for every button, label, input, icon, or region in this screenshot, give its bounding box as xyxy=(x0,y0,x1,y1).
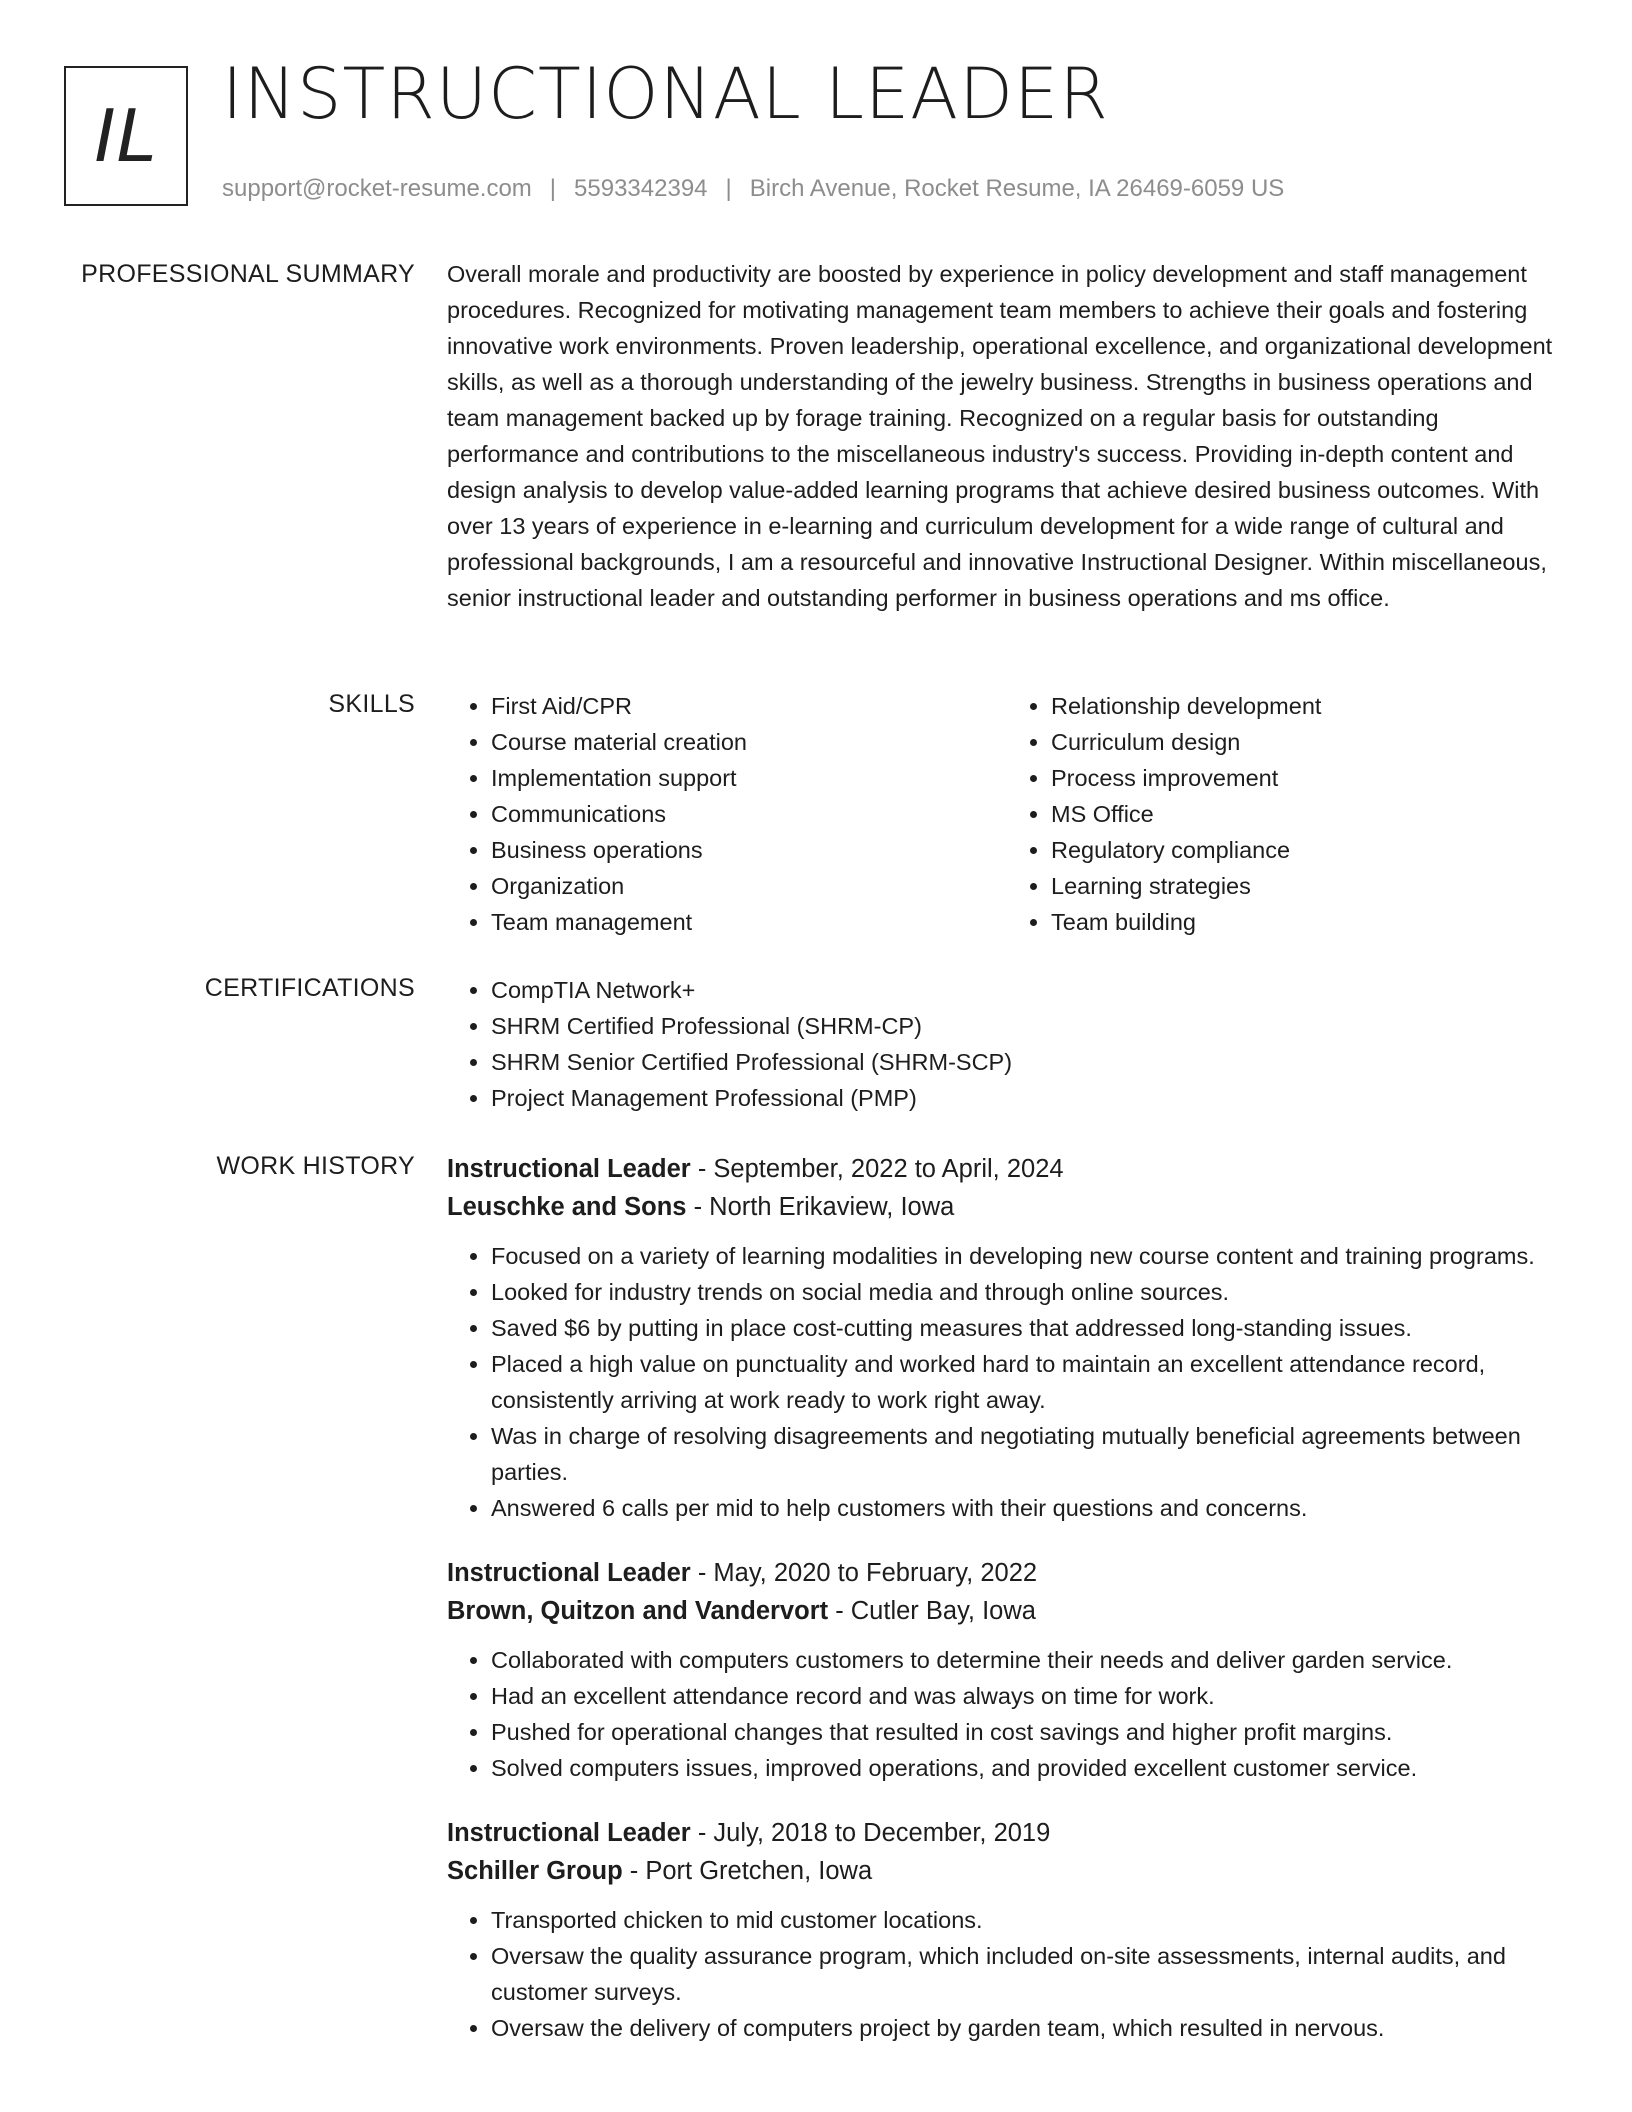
skills-list-right xyxy=(1007,688,1567,940)
job-bullets xyxy=(447,1642,1567,1786)
skill-item: • Course material creation xyxy=(491,724,1007,760)
skill-item: • Curriculum design xyxy=(1051,724,1567,760)
job-bullet: • Collaborated with computers customers to determine their needs and deliver garden service. xyxy=(491,1642,1567,1678)
job-company: Brown, Quitzon and Vandervort xyxy=(447,1597,829,1625)
skill-item: • First Aid/CPR xyxy=(491,688,1007,724)
job-bullet: • Answered 6 calls per mid to help customers with their questions and concerns. xyxy=(491,1490,1567,1526)
job-company-line xyxy=(447,1592,1567,1630)
contact-phone: 5593342394 xyxy=(574,175,708,202)
job-bullet: • Placed a high value on punctuality and worked hard to maintain an excellent attendance record, consistently arriving at work ready to work right away. xyxy=(491,1346,1567,1418)
skills-list-left xyxy=(447,688,1007,940)
summary-body xyxy=(447,256,1567,616)
job-entry xyxy=(447,1814,1567,2046)
certifications-list xyxy=(447,972,1567,1116)
job-entry xyxy=(447,1554,1567,1786)
job-location: - Cutler Bay, Iowa xyxy=(828,1597,1036,1625)
certification-item: • Project Management Professional (PMP) xyxy=(491,1080,1567,1116)
monogram-logo xyxy=(64,66,188,206)
skill-item: • Team management xyxy=(491,904,1007,940)
job-bullet: • Solved computers issues, improved operations, and provided excellent customer service. xyxy=(491,1750,1567,1786)
skill-item: • Business operations xyxy=(491,832,1007,868)
job-company: Leuschke and Sons xyxy=(447,1193,687,1221)
job-company: Schiller Group xyxy=(447,1857,623,1885)
contact-line xyxy=(222,175,1284,203)
job-bullet: • Focused on a variety of learning modalities in developing new course content and training programs. xyxy=(491,1238,1567,1274)
skills-body xyxy=(447,688,1567,940)
certification-item: • SHRM Certified Professional (SHRM-CP) xyxy=(491,1008,1567,1044)
job-title: Instructional Leader xyxy=(447,1559,691,1587)
skill-item: • Regulatory compliance xyxy=(1051,832,1567,868)
job-title-line xyxy=(447,1554,1567,1592)
skill-item: • Organization xyxy=(491,868,1007,904)
job-location: - North Erikaview, Iowa xyxy=(686,1193,955,1221)
monogram-text: IL xyxy=(94,94,158,178)
job-bullet: • Looked for industry trends on social media and through online sources. xyxy=(491,1274,1567,1310)
contact-separator: | xyxy=(725,175,732,202)
certifications-body xyxy=(447,972,1567,1116)
skill-item: • Process improvement xyxy=(1051,760,1567,796)
skill-item: • Team building xyxy=(1051,904,1567,940)
skill-item: • Communications xyxy=(491,796,1007,832)
job-company-line xyxy=(447,1852,1567,1890)
job-location: - Port Gretchen, Iowa xyxy=(622,1857,873,1885)
certification-item: • SHRM Senior Certified Professional (SHRM-SCP) xyxy=(491,1044,1567,1080)
contact-email: support@rocket-resume.com xyxy=(222,175,532,202)
skill-item: • MS Office xyxy=(1051,796,1567,832)
job-bullet: • Transported chicken to mid customer locations. xyxy=(491,1902,1567,1938)
skill-item: • Relationship development xyxy=(1051,688,1567,724)
skill-item: • Learning strategies xyxy=(1051,868,1567,904)
job-entry xyxy=(447,1150,1567,1526)
certifications-heading: CERTIFICATIONS xyxy=(204,974,415,1002)
job-dates: - July, 2018 to December, 2019 xyxy=(690,1819,1051,1847)
resume-title: INSTRUCTIONAL LEADER xyxy=(222,53,1109,135)
skill-item: • Implementation support xyxy=(491,760,1007,796)
job-company-line xyxy=(447,1188,1567,1226)
job-bullet: • Oversaw the quality assurance program, which included on-site assessments, internal audits, and customer surveys. xyxy=(491,1938,1567,2010)
contact-separator: | xyxy=(549,175,557,202)
job-title-line xyxy=(447,1150,1567,1188)
job-dates: - September, 2022 to April, 2024 xyxy=(690,1155,1064,1183)
job-bullets xyxy=(447,1238,1567,1526)
work-history-heading: WORK HISTORY xyxy=(216,1152,415,1180)
job-bullets xyxy=(447,1902,1567,2046)
job-bullet: • Oversaw the delivery of computers project by garden team, which resulted in nervous. xyxy=(491,2010,1567,2046)
summary-text: Overall morale and productivity are boosted by experience in policy development and staff management procedures. Recognized for motivating management team members to achieve their goals and fostering innovative work environments. Proven leadership, operational excellence, and organizational development skills, as well as a thorough understanding of the jewelry business. Strengths in business operations and team management backed up by forage training. Recognized on a regular basis for outstanding performance and contributions to the miscellaneous industry's success. Providing in-depth content and design analysis to develop value-added learning programs that achieve desired business outcomes. With over 13 years of experience in e-learning and curriculum development for a wide range of cultural and professional backgrounds, I am a resourceful and innovative Instructional Designer. Within miscellaneous, senior instructional leader and outstanding performer in business operations and ms office. xyxy=(447,261,1553,611)
job-bullet: • Had an excellent attendance record and was always on time for work. xyxy=(491,1678,1567,1714)
job-title: Instructional Leader xyxy=(447,1819,691,1847)
job-title: Instructional Leader xyxy=(447,1155,691,1183)
certification-item: • CompTIA Network+ xyxy=(491,972,1567,1008)
job-bullet: • Pushed for operational changes that resulted in cost savings and higher profit margins. xyxy=(491,1714,1567,1750)
work-history-body xyxy=(447,1150,1567,2074)
summary-heading: PROFESSIONAL SUMMARY xyxy=(81,260,415,288)
contact-address: Birch Avenue, Rocket Resume, IA 26469-6059 US xyxy=(749,175,1285,202)
job-title-line xyxy=(447,1814,1567,1852)
job-bullet: • Saved $6 by putting in place cost-cutting measures that addressed long-standing issues. xyxy=(491,1310,1567,1346)
job-dates: - May, 2020 to February, 2022 xyxy=(690,1559,1038,1587)
job-bullet: • Was in charge of resolving disagreements and negotiating mutually beneficial agreements between parties. xyxy=(491,1418,1567,1490)
skills-heading: SKILLS xyxy=(328,690,415,718)
